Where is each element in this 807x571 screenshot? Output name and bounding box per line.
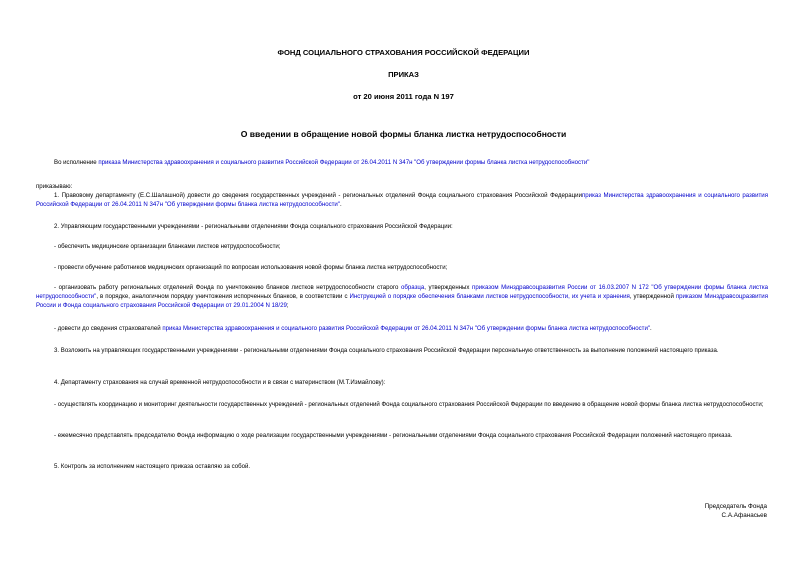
instruction-link[interactable]: Инструкцией о порядке обеспечения бланками листков нетрудоспособности, их учета и хранения — [349, 293, 630, 300]
paragraph-2: 2. Управляющим государственными учреждениями - региональными отделениями Фонда социального страхования Российской Федерации: — [54, 223, 453, 230]
paragraph-1: 1. Правовому департаменту (Е.С.Шалашной) довести до сведения государственных учреждений - региональных отделений Фонда социального страхования Российской Федерацииприказ Министерства здравоохранения и социального развития Российской Федерации от 26.04.2011 N 347н "Об утверждении формы бланка листка нетрудоспособности". — [36, 192, 768, 208]
document-date: от 20 июня 2011 года N 197 — [353, 92, 454, 101]
orders-line: приказываю: — [36, 183, 73, 190]
order-18-29-link[interactable]: приказом Минздравсоцразвития России и Фонда социального страхования Российской Федерации от 29.01.2004 N 18/29 — [36, 293, 768, 309]
paragraph-3: 3. Возложить на управляющих государственными учреждениями - региональными отделениями Фонда социального страхования Российской Федерации персональную ответственность за выполнение положений настоящего приказа. — [54, 347, 719, 354]
p1-order-link[interactable]: приказ Министерства здравоохранения и социального развития Российской Федерации от 26.04.2011 N 347н "Об утверждении формы бланка листка нетрудоспособности" — [36, 192, 768, 208]
sample-link[interactable]: образца — [401, 284, 425, 291]
paragraph-4: 4. Департаменту страхования на случай временной нетрудоспособности и в связи с материнством (М.Т.Измайлову): — [54, 379, 386, 386]
signature-name: С.А.Афанасьев — [721, 512, 767, 519]
paragraph-2c: - организовать работу региональных отделений Фонда по уничтожению бланков листков нетрудоспособности старого образца, утвержденных приказом Минздравсоцразвития России от 16.03.2007 N 172 "Об утверждении формы бланка листка нетрудоспособности", в порядке, аналогичном порядку уничтожения испорченных бланков, в соответствии с Инструкцией о порядке обеспечения бланками листков нетрудоспособности, их учета и хранения, утвержденной приказом Минздравсоцразвития России и Фонда социального страхования Российской Федерации от 29.01.2004 N 18/29; — [36, 284, 769, 309]
organization-heading: ФОНД СОЦИАЛЬНОГО СТРАХОВАНИЯ РОССИЙСКОЙ ФЕДЕРАЦИИ — [277, 48, 530, 57]
document-title: О введении в обращение новой формы бланка листка нетрудоспособности — [240, 129, 567, 139]
paragraph-4a: - осуществлять координацию и мониторинг деятельности государственных учреждений - региональных отделений Фонда социального страхования Российской Федерации по введению в обращение новой формы бланка листка нетрудоспособности; — [54, 401, 764, 408]
intro-paragraph: Во исполнение приказа Министерства здравоохранения и социального развития Российской Федерации от 26.04.2011 N 347н "Об утверждении формы бланка листка нетрудоспособности" — [54, 159, 590, 166]
paragraph-2a: - обеспечить медицинские организации бланками листков нетрудоспособности; — [54, 243, 281, 250]
paragraph-2b: - провести обучение работников медицинских организаций по вопросам использования новой формы бланка листка нетрудоспособности; — [54, 264, 448, 271]
p2d-order-link[interactable]: приказ Министерства здравоохранения и социального развития Российской Федерации от 26.04.2011 N 347н "Об утверждении формы бланка листка нетрудоспособности" — [162, 325, 651, 332]
paragraph-2d: - довести до сведения страхователей приказ Министерства здравоохранения и социального развития Российской Федерации от 26.04.2011 N 347н "Об утверждении формы бланка листка нетрудоспособности". — [54, 325, 652, 332]
paragraph-4b: - ежемесячно представлять председателю Фонда информацию о ходе реализации государственными учреждениями - региональными отделениями Фонда социального страхования Российской Федерации положений настоящего приказа. — [54, 432, 733, 439]
paragraph-5: 5. Контроль за исполнением настоящего приказа оставляю за собой. — [54, 463, 251, 470]
order-172-link[interactable]: приказом Минздравсоцразвития России от 16.03.2007 N 172 "Об утверждении формы бланка листка нетрудоспособности" — [36, 284, 769, 300]
intro-order-link[interactable]: приказа Министерства здравоохранения и социального развития Российской Федерации от 26.04.2011 N 347н "Об утверждении формы бланка листка нетрудоспособности" — [98, 159, 590, 166]
document-kind: ПРИКАЗ — [388, 70, 419, 79]
signature-block — [705, 502, 767, 520]
signature-position: Председатель Фонда — [704, 503, 767, 510]
